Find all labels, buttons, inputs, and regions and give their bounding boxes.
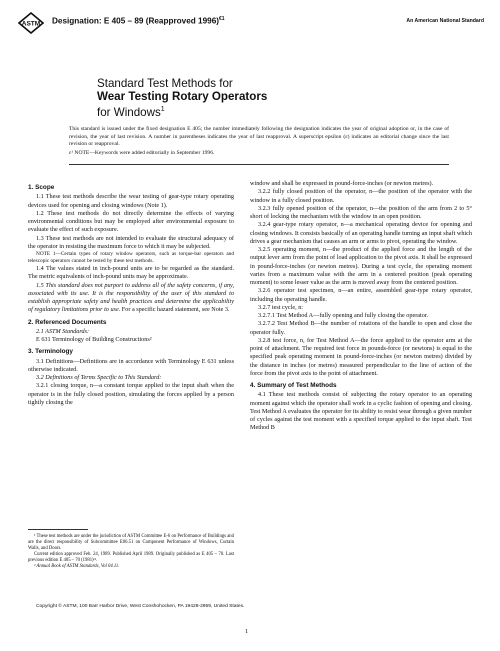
paragraph-1-5: 1.5 This standard does not purport to address all of the safety concerns, if any, associated with its use. It is the responsibility of the user of this standard to establish appropriate safety and health practices and determine the applicability of regulatory limitations prior to use. For a specific hazard statement, see Note 3. <box>28 281 234 314</box>
section-heading-summary: 4. Summary of Test Methods <box>250 382 337 389</box>
astm-logo-icon <box>18 12 44 34</box>
document-header <box>18 10 484 36</box>
paragraph-3-2-2: 3.2.2 fully closed position of the operator, n—the position of the operator with the window in a fully closed position. <box>250 188 472 204</box>
left-column <box>28 180 234 407</box>
note-1: NOTE 1—Certain types of rotary window operators, such as torque-bar operators and telescopic operators cannot be tested by these test methods. <box>28 251 234 264</box>
paragraph-continued: window and shall be expressed in pound-force-inches (or newton metres). <box>250 180 434 187</box>
document-title <box>97 77 317 119</box>
editorial-note: ε¹ NOTE—Keywords were added editorially in September 1996. <box>69 150 215 156</box>
paragraph-1-2: 1.2 These test methods do not directly determine the effects of varying environmental conditions but may be employed after environmental exposure to evaluate the effect of such exposure. <box>28 209 234 234</box>
paragraph-3-2: 3.2 Definitions of Terms Specific to This Standard: <box>36 374 162 381</box>
paragraph-3-2-8: 3.2.8 test force, n, for Test Method A—the force applied to the operator arm at the point of attachment. The required test force in pounds-force (or newtons) is equal to the specified peak operating moment in pound-force-inches (or newton metres) divided by the distance in inches (or metres) measured perpendicular to the line of action of the force from the pivot axis to the point of attachment. <box>250 336 472 377</box>
svg-text:ASTM: ASTM <box>21 20 41 28</box>
paragraph-3-2-1: 3.2.1 closing torque, n—a constant torque applied to the input shaft when the operator is in the fully closed position, simulating the forces applied by a person tightly closing the <box>28 382 234 406</box>
footnote-2: ² Annual Book of ASTM Standards, Vol 04.11. <box>34 564 120 570</box>
paragraph-1-3: 1.3 These test methods are not intended to evaluate the structural adequacy of the operator in resisting the maximum force to which it may be subjected. <box>28 234 234 250</box>
paragraph-3-2-7-2: 3.2.7.2 Test Method B—the number of rotations of the handle to open and close the operator fully. <box>250 320 472 336</box>
section-heading-scope: 1. Scope <box>28 184 55 191</box>
copyright-line: Copyright © ASTM, 100 Barr Harbor Drive, West Conshohocken, PA 19428-2959, United States. <box>36 604 245 609</box>
paragraph-3-2-7-1: 3.2.7.1 Test Method A—fully opening and fully closing the operator. <box>258 312 429 319</box>
issuance-statement: This standard is issued under the fixed designation E 405; the number immediately following the designation indicates the year of original adoption or, in the case of revision, the year of last revision. A number in parentheses indicates the year of last reapproval. A superscript epsilon (ε) indicates an editorial change since the last revision or reapproval. <box>69 126 449 148</box>
paragraph-3-2-6: 3.2.6 operator test specimen, n—an entire, assembled gear-type rotary operator, including the operating handle. <box>250 287 472 303</box>
footnote-1: ¹ These test methods are under the jurisdiction of ASTM Committee E-6 on Performance of Buildings and are the direct responsibility of Subcommittee E06.51 on Component Performance of Windows, Curtain Walls, and Doors. <box>28 534 234 552</box>
paragraph-1-1: 1.1 These test methods describe the wear testing of gear-type rotary operating devices used for opening and closing windows (Note 1). <box>28 193 234 209</box>
right-column <box>250 180 472 433</box>
footnote-1-edition: Current edition approved Feb. 24, 1989. Published April 1989. Originally published as E 405 – 70. Last previous edition E 405 – 70 (1981)ᵉ¹. <box>28 552 234 564</box>
title-line-3: for Windows$^1$ <box>97 105 165 119</box>
paragraph-2-1: 2.1 ASTM Standards: <box>36 327 90 335</box>
paragraph-4-1: 4.1 These test methods consist of subjecting the rotary operator to an operating moment against which the operator shall work in a cyclic fashion of opening and closing. Test Method A evaluates the operator for its ability to resist wear through a given number of cycles against the test moment with a specified torque applied to the input shaft. Test Method B <box>250 391 472 432</box>
paragraph-1-4: 1.4 The values stated in inch-pound units are to be regarded as the standard. The metric equivalents of inch-pound units may be approximate. <box>28 265 234 281</box>
paragraph-3-2-3: 3.2.3 fully opened position of the operator, n—the position of the arm from 2 to 5° short of locking the mechanism with the window in an open position. <box>250 204 472 220</box>
footnotes <box>28 534 234 571</box>
referenced-standard-item: E 631 Terminology of Building Constructions² <box>36 336 152 343</box>
paragraph-3-2-7: 3.2.7 test cycle, n: <box>258 303 304 311</box>
section-heading-terminology: 3. Terminology <box>28 348 73 356</box>
paragraph-3-2-5: 3.2.5 operating moment, n—the product of the applied force and the length of the output lever arm from the point of load application to the pivot axis. It shall be expressed in pound-force-inches (or newton metres). During a test cycle, the operating moment varies from a maximum value with the arm in a centered position (peak operating moment) to some lesser value as the arm is moved away from the centered position. <box>250 246 472 286</box>
title-line-1: Standard Test Methods for <box>97 77 233 90</box>
footnote-divider <box>28 529 88 530</box>
header-divider <box>69 164 449 165</box>
designation: Designation: E 405 – 89 (Reapproved 1996)$^{€1}$ <box>52 16 225 26</box>
title-line-2: Wear Testing Rotary Operators <box>97 90 268 103</box>
paragraph-3-1: 3.1 Definitions—Definitions are in accordance with Terminology E 631 unless otherwise indicated. <box>28 357 234 373</box>
section-heading-referenced-documents: 2. Referenced Documents <box>28 318 107 326</box>
page-number: 1 <box>245 628 249 635</box>
american-national-standard-label: An American National Standard <box>406 18 484 24</box>
paragraph-3-2-4: 3.2.4 gear-type rotary operator, n—a mechanical operating device for opening and closing windows. It consists basically of an operating handle turning an input shaft which drives a gear mechanism that causes an arm or arms to pivot, operating the window. <box>250 221 472 245</box>
